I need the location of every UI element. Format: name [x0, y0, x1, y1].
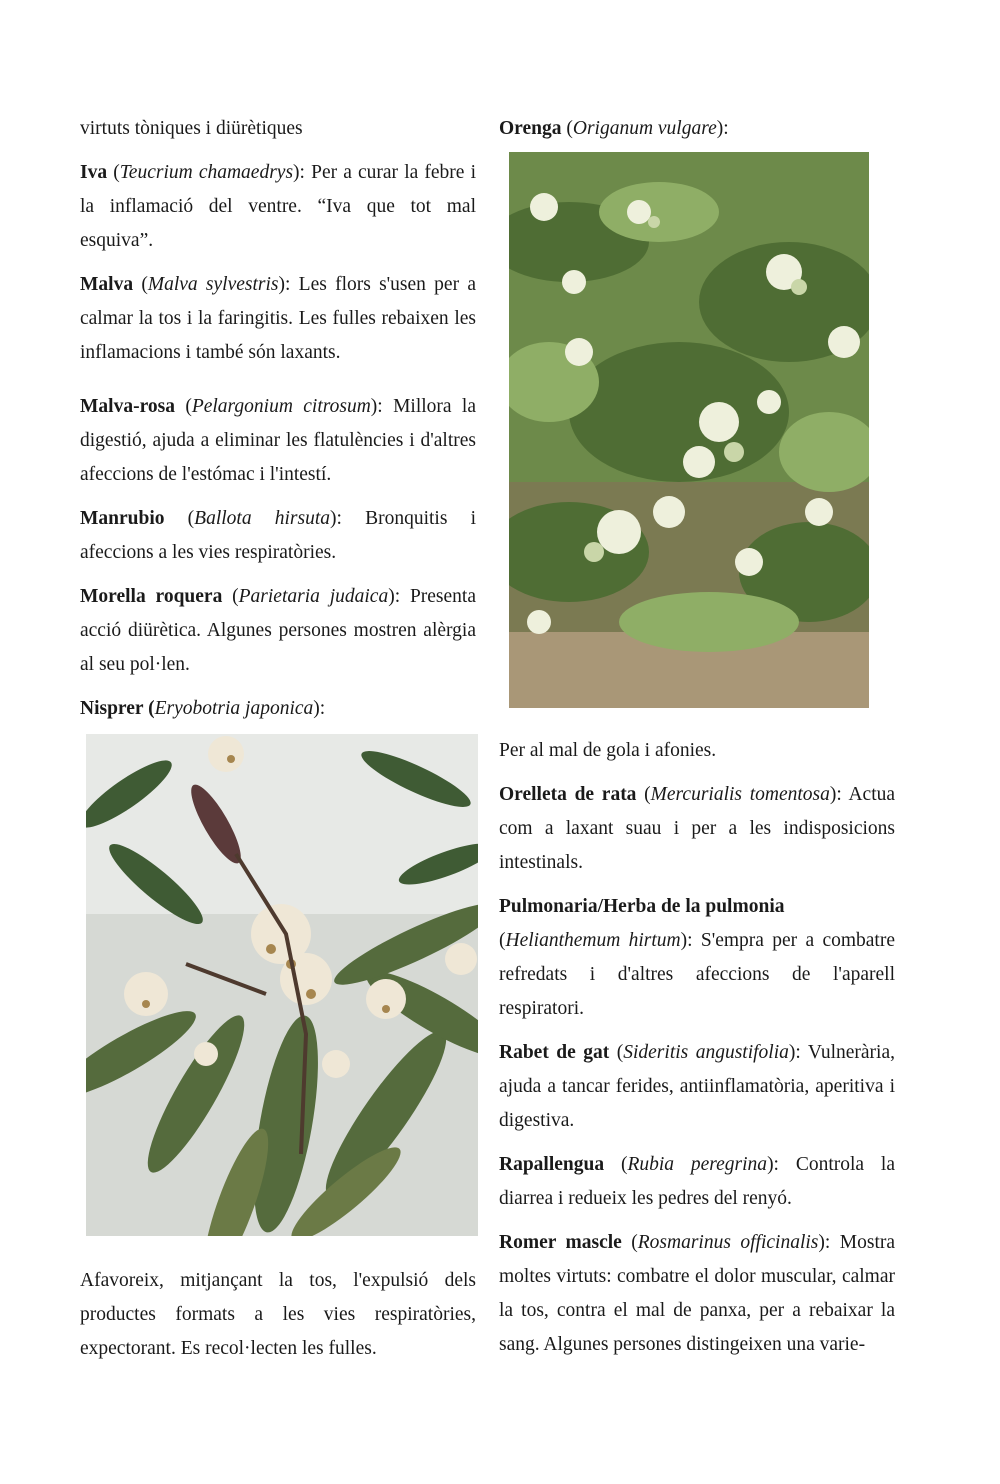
entry-text: ):	[313, 698, 326, 719]
scientific-name: Sideritis angustifolia	[623, 1042, 789, 1063]
scientific-name: Parietaria judaica	[238, 586, 389, 607]
entry-name: Orelleta de rata	[499, 784, 637, 805]
orenga-description: Per al mal de gola i afonies.	[499, 740, 717, 761]
entry-text: Millora la digestió, ajuda a eliminar les flatulències i d'altres afeccions de l'estómac i l'intestí.	[80, 396, 476, 485]
entry-name: Romer mascle	[499, 1232, 622, 1253]
entry-nisprer	[80, 692, 476, 726]
scientific-name: Mercurialis tomentosa	[650, 784, 830, 805]
entry-orelleta-de-rata: Orelleta de rata (Mercurialis tomentosa): Actua com a laxant suau i per a les indisposicions intestinals.	[499, 784, 896, 873]
entry-malva-rosa: Malva-rosa (Pelargonium citrosum): Millora la digestió, ajuda a eliminar les flatulències i d'altres afeccions de l'estómac i l'intestí.	[80, 396, 476, 485]
scientific-name: Ballota hirsuta	[194, 508, 331, 529]
entry-name: Malva	[80, 274, 134, 295]
loquat-plant-photo	[86, 734, 478, 1236]
entry-text: ):	[716, 118, 729, 139]
scientific-name: Pelargonium citrosum	[191, 396, 371, 417]
entry-text: Actua com a laxant suau i per a les indisposicions intestinals.	[499, 784, 896, 873]
entry-text: Mostra moltes virtuts: combatre el dolor muscular, calmar la tos, contra el mal de panxa, per a rebaixar la sang. Algunes persones distingeixen una varie-	[499, 1232, 896, 1355]
entry-name: Nisprer (	[80, 698, 155, 719]
entry-text: Les flors s'usen per a calmar la tos i la faringitis. Les fulles rebaixen les inflamacions i també són laxants.	[80, 274, 476, 363]
entry-name: Morella roquera	[80, 586, 223, 607]
scientific-name: Teucrium chamaedrys	[119, 162, 294, 183]
entry-rapallengua: Rapallengua (Rubia peregrina): Controla la diarrea i redueix les pedres del renyó.	[499, 1154, 895, 1209]
entry-text: Controla la diarrea i redueix les pedres del renyó.	[499, 1154, 895, 1209]
right-column	[499, 112, 895, 1372]
entry-text: Bronquitis i afeccions a les vies respiratòries.	[80, 508, 477, 563]
scientific-name: Rosmarinus officinalis	[637, 1232, 819, 1253]
entry-name: Manrubio	[80, 508, 165, 529]
scientific-name: Eryobotria japonica	[154, 698, 314, 719]
nisprer-description: Afavoreix, mitjançant la tos, l'expulsió dels productes formats a les vies respiratòries, expectorant. Es recol·lecten les fulles.	[80, 1270, 476, 1359]
loquat-photo-illustration	[86, 734, 478, 1236]
entry-name: Rabet de gat	[499, 1042, 610, 1063]
entry-malva: Malva (Malva sylvestris): Les flors s'usen per a calmar la tos i la faringitis. Les fulles rebaixen les inflamacions i també són laxants.	[80, 274, 476, 363]
entry-iva: Iva (Teucrium chamaedrys): Per a curar la febre i la inflamació del ventre. “Iva que tot mal esquiva”.	[80, 162, 476, 251]
scientific-name: Helianthemum hirtum	[505, 930, 681, 951]
entry-name: Rapallengua	[499, 1154, 605, 1175]
entry-morella-roquera: Morella roquera (Parietaria judaica): Presenta acció diürètica. Algunes persones mostren alèrgia al seu pol·len.	[80, 586, 476, 675]
entry-romer-mascle: Romer mascle (Rosmarinus officinalis): Mostra moltes virtuts: combatre el dolor muscular, calmar la tos, contra el mal de panxa, per a rebaixar la sang. Algunes persones distingeixen una varie-	[499, 1232, 896, 1355]
left-column	[80, 112, 476, 1376]
entry-orenga: Orenga (Origanum vulgare):	[499, 118, 729, 139]
entry-text: Per a curar la febre i la inflamació del ventre. “Iva que tot mal esquiva”.	[80, 162, 476, 251]
entry-name: Orenga	[499, 118, 562, 139]
oregano-plant-photo	[509, 152, 869, 708]
entry-text: Presenta acció diürètica. Algunes persones mostren alèrgia al seu pol·len.	[80, 586, 476, 675]
entry-name: Pulmonaria/Herba de la pulmonia	[499, 896, 785, 917]
entry-manrubio: Manrubio (Ballota hirsuta): Bronquitis i afeccions a les vies respiratòries.	[80, 508, 477, 563]
entry-text: Vulnerària, ajuda a tancar ferides, antiinflamatòria, aperitiva i digestiva.	[499, 1042, 895, 1131]
scientific-name: Rubia peregrina	[627, 1154, 768, 1175]
paragraph-continuation: virtuts tòniques i diürètiques	[80, 118, 303, 139]
entry-rabet-de-gat: Rabet de gat (Sideritis angustifolia): Vulnerària, ajuda a tancar ferides, antiinflamatòria, aperitiva i digestiva.	[499, 1042, 895, 1131]
scientific-name: Origanum vulgare	[572, 118, 717, 139]
scientific-name: Malva sylvestris	[147, 274, 279, 295]
entry-name: Malva-rosa	[80, 396, 175, 417]
entry-pulmonaria: Pulmonaria/Herba de la pulmonia (Helianthemum hirtum): S'empra per a combatre refredats i d'altres afeccions de l'aparell respiratori.	[499, 896, 895, 1019]
entry-text: S'empra per a combatre refredats i d'altres afeccions de l'aparell respiratori.	[499, 930, 895, 1019]
oregano-photo-illustration	[509, 152, 869, 708]
entry-name: Iva	[80, 162, 108, 183]
